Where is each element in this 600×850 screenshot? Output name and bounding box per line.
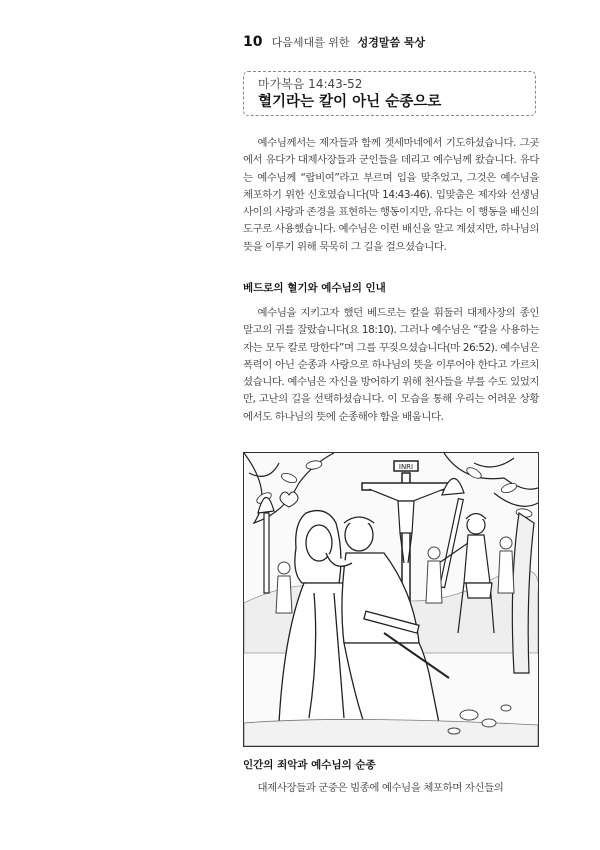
section-2-paragraph: 대제사장들과 군중은 빔종에 예수님을 체포하며 자신들의 (257, 782, 504, 794)
gethsemane-illustration (243, 452, 539, 747)
section-1-paragraph: 예수님을 지키고자 했던 베드로는 칼을 휘둘러 대제사장의 종인 말고의 귀를 잘랐습니다(요 18:10). 그러나 예수님은 “칼을 사용하는 자는 모두 칼로 망한다”며 그를 꾸짖으셨습니다(마 26:52). 예수님은 폭력이 아닌 순종과 사랑으로 하나님의 뜻을 이루어야 한다고 가르치셨습니다. 예수님은 자신을 방어하기 위해 천사들을 부를 수도 있었지만, 고난의 길을 선택하셨습니다. 이 모습을 통해 우리는 어려운 상황에서도 하나님의 뜻에 순종해야 함을 배웁니다. (243, 307, 539, 423)
section-heading-1: 베드로의 혈기와 예수님의 인내 (243, 282, 386, 294)
book-title-prefix: 다음세대를 위한 (271, 36, 350, 49)
illustration-drawing (244, 453, 538, 746)
section-heading-2: 인간의 죄악과 예수님의 순종 (243, 759, 376, 771)
cross-sign-text: INRI (398, 463, 414, 471)
book-title: 성경말씀 묵상 (357, 36, 426, 49)
intro-paragraph: 예수님께서는 제자들과 함께 겟세마네에서 기도하셨습니다. 그곳에서 유다가 대제사장들과 군인들을 데리고 예수님께 왔습니다. 유다는 예수님께 “랍비여”라고 부르며 입을 맞추었고, 그것은 예수님을 체포하기 위한 신호였습니다(막 14:43-46). 입맞춤은 제자와 선생님 사이의 사랑과 존경을 표현하는 행동이지만, 유다는 이 행동을 배신의 도구로 사용했습니다. 예수님은 이런 배신을 알고 계셨지만, 하나님의 뜻을 이루기 위해 묵묵히 그 길을 걸으셨습니다. (243, 137, 539, 253)
page-header (243, 31, 425, 50)
passage-title: 혈기라는 칼이 아닌 순종으로 (258, 94, 442, 110)
passage-box (243, 71, 536, 116)
page-number: 10 (243, 34, 263, 50)
passage-reference: 마가복음 14:43-52 (258, 77, 363, 91)
